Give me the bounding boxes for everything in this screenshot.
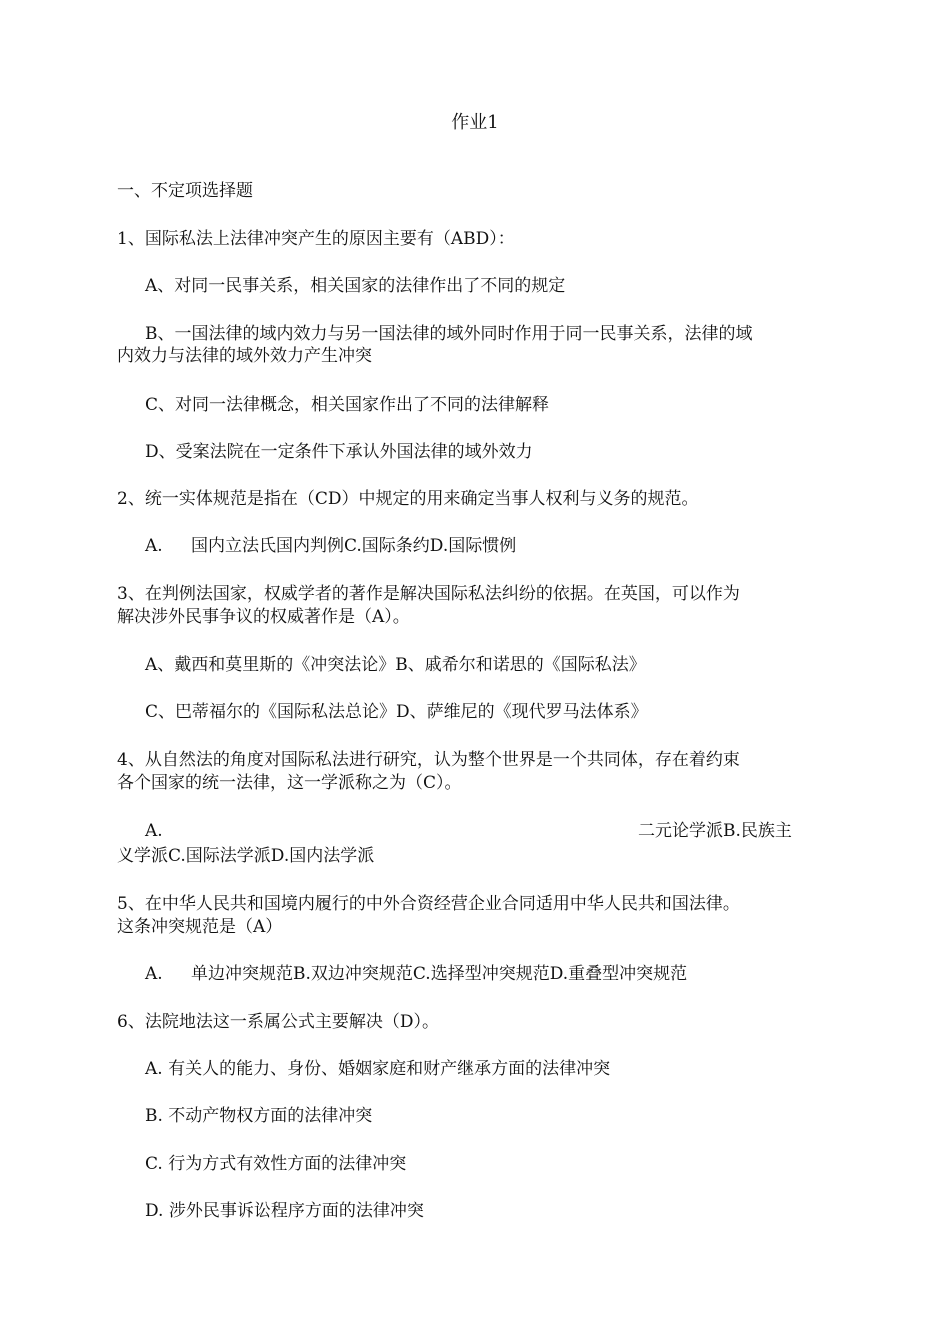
question-1-stem: 1、国际私法上法律冲突产生的原因主要有（ABD）： (117, 229, 515, 249)
question-1-option-b-line1: B、一国法律的域内效力与另一国法律的域外同时作用于同一民事关系，法律的域 (145, 324, 753, 344)
question-1-option-b (117, 323, 827, 367)
question-2-stem: 2、统一实体规范是指在（CD）中规定的用来确定当事人权利与义务的规范。 (117, 489, 699, 509)
section-heading: 一、不定项选择题 (117, 181, 253, 201)
question-5-options (145, 963, 687, 985)
question-4-stem-line2: 各个国家的统一法律，这一学派称之为（C）。 (117, 773, 462, 793)
question-4-options-right: 二元论学派B.民族主 (638, 821, 792, 841)
question-2-options (145, 535, 516, 557)
question-1-option-c: C、对同一法律概念，相关国家作出了不同的法律解释 (145, 395, 550, 415)
question-3-stem-line2: 解决涉外民事争议的权威著作是（A）。 (117, 607, 410, 627)
question-5-option-label: A. (145, 964, 163, 984)
question-5-stem-line1: 5、在中华人民共和国境内履行的中外合资经营企业合同适用中华人民共和国法律。 (117, 894, 740, 914)
question-5-stem-line2: 这条冲突规范是（A） (117, 917, 283, 937)
question-6-option-d: D. 涉外民事诉讼程序方面的法律冲突 (145, 1201, 424, 1221)
question-4-options-continued: 义学派C.国际法学派D.国内法学派 (117, 846, 375, 866)
question-2-option-label: A. (145, 536, 163, 556)
page-title: 作业1 (451, 112, 499, 133)
question-6-option-b: B. 不动产物权方面的法律冲突 (145, 1106, 373, 1126)
question-6-stem: 6、法院地法这一系属公式主要解决（D）。 (117, 1012, 439, 1032)
question-6-option-a: A. 有关人的能力、身份、婚姻家庭和财产继承方面的法律冲突 (145, 1059, 611, 1079)
question-1-option-d: D、受案法院在一定条件下承认外国法律的域外效力 (145, 442, 533, 462)
question-2-option-text: 国内立法氏国内判例C.国际条约D.国际惯例 (191, 536, 517, 556)
question-5-option-text: 单边冲突规范B.双边冲突规范C.选择型冲突规范D.重叠型冲突规范 (191, 964, 688, 984)
question-3-options-cd: C、巴蒂福尔的《国际私法总论》D、萨维尼的《现代罗马法体系》 (145, 702, 648, 722)
question-4-option-label: A. (145, 821, 163, 841)
question-3-options-ab: A、戴西和莫里斯的《冲突法论》B、戚希尔和诺思的《国际私法》 (145, 655, 646, 675)
question-4-stem-line1: 4、从自然法的角度对国际私法进行研究，认为整个世界是一个共同体，存在着约束 (117, 750, 740, 770)
question-6-option-c: C. 行为方式有效性方面的法律冲突 (145, 1154, 407, 1174)
question-1-option-a: A、对同一民事关系，相关国家的法律作出了不同的规定 (145, 276, 566, 296)
question-3-stem-line1: 3、在判例法国家，权威学者的著作是解决国际私法纠纷的依据。在英国，可以作为 (117, 584, 740, 604)
question-1-option-b-line2: 内效力与法律的域外效力产生冲突 (117, 346, 372, 366)
